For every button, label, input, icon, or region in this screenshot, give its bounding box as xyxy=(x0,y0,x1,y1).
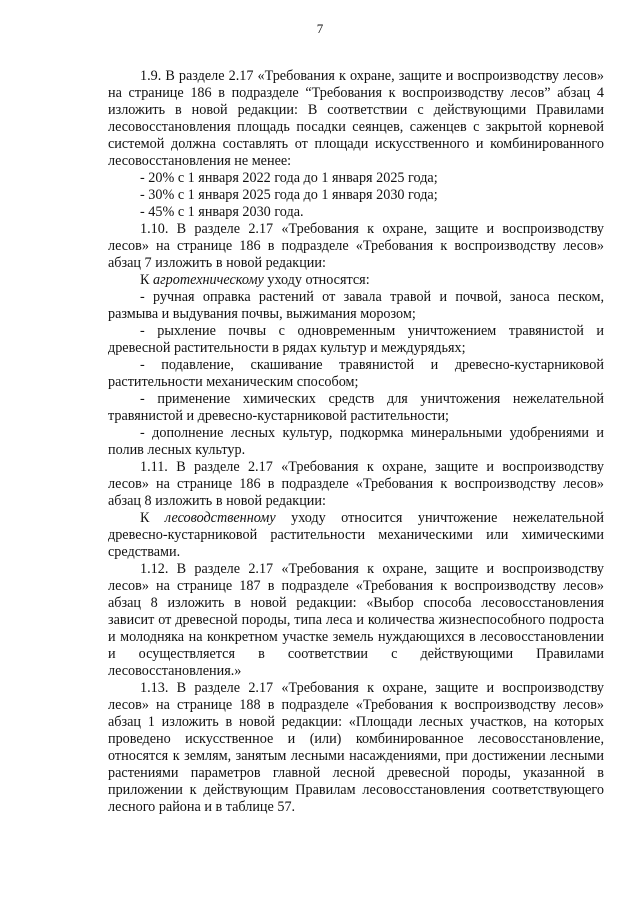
list-item: - 45% с 1 января 2030 года. xyxy=(140,204,304,220)
lead-prefix: К xyxy=(140,272,154,288)
lead-suffix: уходу относится уничтожение нежелательной древесно-кустарниковой растительности механическими или химическими средствами. xyxy=(108,510,605,560)
list-item: - рыхление почвы с одновременным уничтожением травянистой и древесной растительности в рядах культур и междурядьях; xyxy=(108,323,604,356)
list-item: - ручная оправка растений от завала травой и почвой, заноса песком, размыва и выдувания почвы, выжимания морозом; xyxy=(108,289,604,322)
section-1-9-paragraph: 1.9. В разделе 2.17 «Требования к охране, защите и воспроизводству лесов» на странице 186 в подразделе “Требования к воспроизводству лесов” абзац 4 изложить в новой редакции: В соответствии с действующими Правилами лесовосстановления площадь посадки сеянцев, саженцев с закрытой корневой системой должна составлять от площади искусственного и комбинированного лесовосстановления не менее: xyxy=(108,68,604,169)
list-item: - применение химических средств для уничтожения нежелательной травянистой и древесно-кустарниковой растительности; xyxy=(108,391,604,424)
section-1-11-paragraph: 1.11. В разделе 2.17 «Требования к охране, защите и воспроизводству лесов» на странице 186 в подразделе «Требования к воспроизводству лесов» абзац 8 изложить в новой редакции: xyxy=(108,459,604,509)
list-item: - 20% с 1 января 2022 года до 1 января 2025 года; xyxy=(140,170,438,186)
page-number: 7 xyxy=(316,21,324,36)
section-1-10-paragraph: 1.10. В разделе 2.17 «Требования к охране, защите и воспроизводству лесов» на странице 186 в подразделе «Требования к воспроизводству лесов» абзац 7 изложить в новой редакции: xyxy=(108,221,604,271)
lead-emphasis: лесоводственному xyxy=(164,510,276,526)
list-item: - дополнение лесных культур, подкормка минеральными удобрениями и полив лесных культур. xyxy=(108,425,604,458)
list-item: - подавление, скашивание травянистой и древесно-кустарниковой растительности механическим способом; xyxy=(108,357,604,390)
section-1-13-paragraph: 1.13. В разделе 2.17 «Требования к охране, защите и воспроизводству лесов» на странице 188 в подразделе «Требования к воспроизводству лесов» абзац 1 изложить в новой редакции: «Площади лесных участков, на которых проведено искусственное и (или) комбинированное лесовосстановление, относятся к землям, занятым лесными насаждениями, при достижении лесными растениями параметров главной лесной древесной породы, указанной в приложении к действующим Правилам лесовосстановления соответствующего лесного района и в таблице 57. xyxy=(108,680,604,815)
lead-suffix: уходу относятся: xyxy=(263,272,370,288)
silvicultural-care-lead xyxy=(108,510,604,561)
list-item: - 30% с 1 января 2025 года до 1 января 2030 года; xyxy=(140,187,438,203)
section-1-12-paragraph: 1.12. В разделе 2.17 «Требования к охране, защите и воспроизводству лесов» на странице 187 в подразделе «Требования к воспроизводству лесов» абзац 8 изложить в новой редакции: «Выбор способа лесовосстановления зависит от древесной породы, типа леса и количества жизнеспособного подроста и молодняка на конкретном участке земель нуждающихся в лесовосстановлении и осуществляется в соответствии с действующими Правилами лесовосстановления.» xyxy=(108,561,604,679)
lead-prefix: К xyxy=(140,510,165,526)
agrotechnical-care-lead xyxy=(108,272,604,289)
document-body xyxy=(108,68,604,816)
lead-emphasis: агротехническому xyxy=(153,272,264,288)
